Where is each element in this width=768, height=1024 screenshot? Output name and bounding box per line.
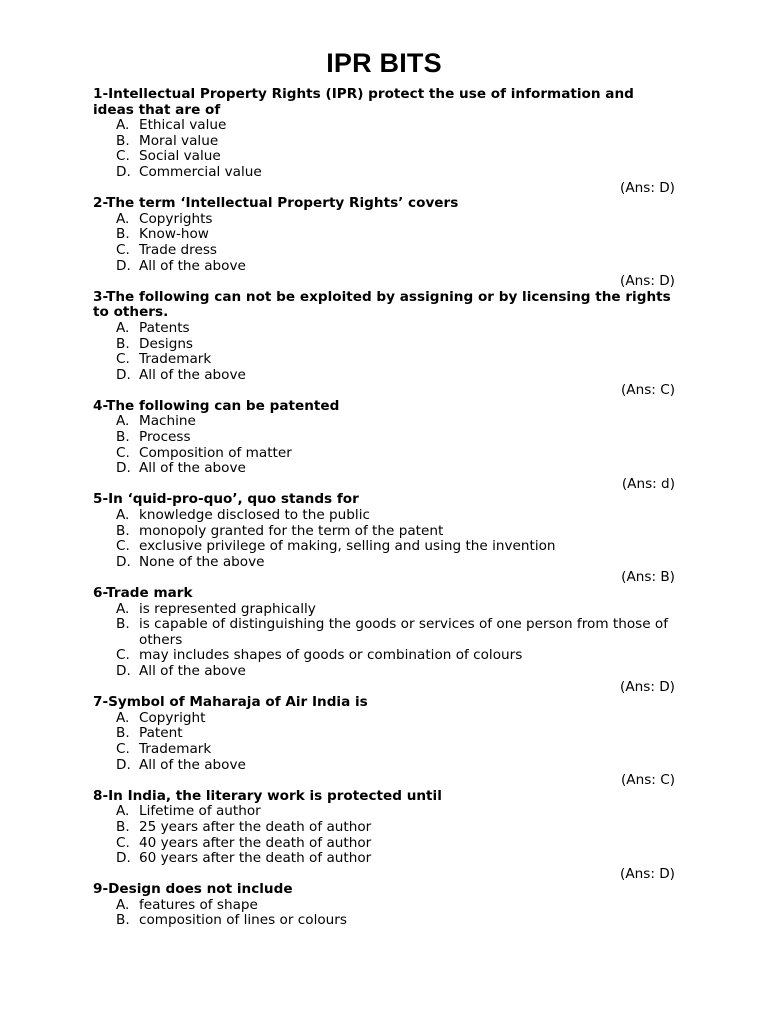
option-list [93, 414, 677, 476]
option-list [93, 212, 677, 274]
option-item [93, 648, 677, 664]
option-item [93, 118, 677, 134]
option-text: All of the above [139, 257, 246, 274]
option-item [93, 539, 677, 555]
question-text: 4-The following can be patented [93, 397, 340, 414]
option-text: Copyright [139, 709, 206, 726]
option-text: None of the above [139, 553, 265, 570]
option-letter: A. [116, 709, 130, 726]
option-item [93, 165, 677, 181]
option-text: All of the above [139, 460, 246, 477]
option-item [93, 711, 677, 727]
option-letter: A. [116, 117, 130, 134]
option-list [93, 898, 677, 929]
option-item [93, 742, 677, 758]
question-text: 9-Design does not include [93, 881, 293, 898]
option-text: Social value [139, 148, 221, 165]
answer-label: (Ans: D) [620, 179, 675, 196]
question-item [93, 290, 677, 399]
option-text: knowledge disclosed to the public [139, 507, 370, 524]
option-text: 60 years after the death of author [139, 850, 372, 867]
option-letter: A. [116, 803, 130, 820]
option-letter: B. [116, 335, 130, 352]
question-list [93, 87, 677, 929]
option-item [93, 836, 677, 852]
question-item [93, 882, 677, 929]
option-letter: A. [116, 896, 130, 913]
option-text: All of the above [139, 662, 246, 679]
option-item [93, 555, 677, 571]
question-text: 3-The following can not be exploited by assigning or by licensing the rights to others. [93, 288, 671, 321]
answer-label: (Ans: d) [621, 475, 675, 492]
option-text: monopoly granted for the term of the patent [139, 522, 444, 539]
option-list [93, 118, 677, 180]
question-item [93, 399, 677, 493]
option-item [93, 134, 677, 150]
answer-label: (Ans: D) [620, 865, 675, 882]
option-letter: C. [116, 538, 130, 555]
option-text: 25 years after the death of author [139, 818, 372, 835]
option-list [93, 602, 677, 680]
option-letter: C. [116, 148, 130, 165]
question-text: 6-Trade mark [93, 585, 193, 601]
option-item [93, 820, 677, 836]
option-item [93, 664, 677, 680]
question-item [93, 695, 677, 789]
option-text: Machine [139, 413, 196, 430]
option-text: is capable of distinguishing the goods or services of one person from those of others [139, 616, 669, 648]
option-letter: B. [116, 132, 130, 149]
option-text: Know-how [139, 226, 209, 243]
option-letter: D. [116, 756, 131, 773]
answer-label: (Ans: C) [621, 382, 675, 399]
option-letter: C. [116, 740, 130, 757]
option-letter: A. [116, 319, 130, 336]
option-item [93, 461, 677, 477]
option-text: Commercial value [139, 163, 262, 180]
page-title: IPR BITS [326, 48, 442, 78]
question-item [93, 789, 677, 883]
option-list [93, 508, 677, 570]
option-item [93, 321, 677, 337]
question-text: 8-In India, the literary work is protected until [93, 787, 442, 804]
option-text: Composition of matter [139, 444, 292, 461]
answer-label: (Ans: D) [620, 678, 675, 695]
option-list [93, 321, 677, 383]
option-item [93, 524, 677, 540]
question-text: 1-Intellectual Property Rights (IPR) protect the use of information and ideas that are of [93, 86, 634, 118]
option-letter: A. [116, 210, 130, 227]
question-text: 2-The term ‘Intellectual Property Rights’ covers [93, 195, 459, 212]
option-letter: C. [116, 241, 130, 258]
option-letter: B. [116, 912, 130, 929]
option-text: features of shape [139, 896, 258, 913]
option-letter: D. [116, 257, 131, 274]
option-text: Patents [139, 319, 190, 336]
question-item [93, 492, 677, 586]
option-list [93, 711, 677, 773]
option-item [93, 726, 677, 742]
option-text: composition of lines or colours [139, 912, 347, 929]
option-letter: A. [116, 600, 130, 617]
option-item [93, 898, 677, 914]
option-item [93, 430, 677, 446]
option-letter: C. [116, 444, 130, 461]
option-letter: D. [116, 662, 131, 679]
option-letter: D. [116, 553, 131, 570]
option-letter: D. [116, 163, 131, 180]
option-text: Lifetime of author [139, 803, 261, 820]
option-item [93, 352, 677, 368]
question-text: 7-Symbol of Maharaja of Air India is [93, 694, 368, 711]
option-letter: C. [116, 834, 130, 851]
option-text: Copyrights [139, 210, 213, 227]
option-item [93, 446, 677, 462]
option-text: Ethical value [139, 117, 227, 134]
option-letter: D. [116, 850, 131, 867]
answer-label: (Ans: B) [621, 569, 675, 586]
option-list [93, 804, 677, 866]
option-letter: B. [116, 226, 130, 243]
option-letter: B. [116, 616, 130, 633]
option-text: Trademark [139, 351, 212, 368]
option-text: 40 years after the death of author [139, 834, 372, 851]
answer-label: (Ans: C) [621, 772, 675, 789]
option-text: All of the above [139, 366, 246, 383]
option-item [93, 508, 677, 524]
option-letter: A. [116, 507, 130, 524]
question-item [93, 87, 677, 196]
option-item [93, 913, 677, 929]
option-letter: B. [116, 725, 130, 742]
option-item [93, 212, 677, 228]
option-text: Trade dress [139, 241, 217, 258]
option-item [93, 337, 677, 353]
option-letter: C. [116, 647, 130, 664]
option-item [93, 368, 677, 384]
option-letter: D. [116, 366, 131, 383]
option-text: Moral value [139, 132, 219, 149]
option-item [93, 227, 677, 243]
option-text: Trademark [139, 740, 212, 757]
option-text: is represented graphically [139, 600, 316, 617]
answer-label: (Ans: D) [620, 273, 675, 290]
option-text: exclusive privilege of making, selling and using the invention [139, 538, 556, 555]
option-text: may includes shapes of goods or combination of colours [139, 647, 523, 664]
option-item [93, 243, 677, 259]
option-item [93, 758, 677, 774]
option-item [93, 149, 677, 165]
option-letter: D. [116, 460, 131, 477]
option-text: Designs [139, 335, 194, 352]
option-letter: C. [116, 351, 130, 368]
option-text: Patent [139, 725, 183, 742]
option-item [93, 851, 677, 867]
option-text: All of the above [139, 756, 246, 773]
option-text: Process [139, 429, 191, 446]
option-item [93, 259, 677, 275]
option-item [93, 602, 677, 618]
option-letter: B. [116, 429, 130, 446]
question-text: 5-In ‘quid-pro-quo’, quo stands for [93, 491, 359, 508]
option-item [93, 414, 677, 430]
option-letter: B. [116, 818, 130, 835]
option-item [93, 804, 677, 820]
question-item [93, 196, 677, 290]
option-item [93, 617, 677, 648]
option-letter: B. [116, 522, 130, 539]
question-item [93, 586, 677, 695]
option-letter: A. [116, 413, 130, 430]
